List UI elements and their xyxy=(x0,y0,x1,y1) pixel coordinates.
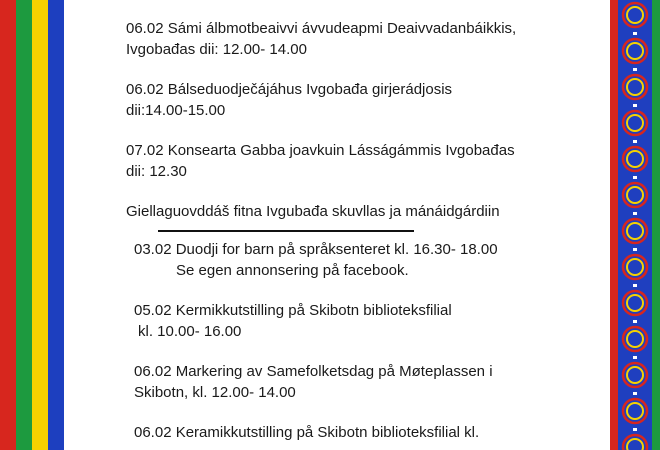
event-line: 06.02 Markering av Samefolketsdag på Møteplassen i xyxy=(134,363,493,380)
dash-ornament-icon xyxy=(633,320,637,323)
circle-ornament-icon xyxy=(627,187,643,203)
circle-ornament-icon xyxy=(627,403,643,419)
circle-ornament-icon xyxy=(627,259,643,275)
circle-ornament-icon xyxy=(627,115,643,131)
event-line: 03.02 Duodji for barn på språksenteret kl. 16.30- 18.00 xyxy=(134,241,498,258)
event-entry xyxy=(126,18,586,60)
event-line: 06.02 Sámi álbmotbeaivvi ávvudeapmi Deaivvadanbáikkis, xyxy=(126,20,517,37)
circle-ornament-icon xyxy=(627,7,643,23)
event-line: 06.02 Bálseduodječájáhus Ivgobađa girjerádjosis xyxy=(126,81,453,98)
event-line: Se egen annonsering på facebook. xyxy=(176,262,409,279)
event-line: dii: 12.30 xyxy=(126,163,187,180)
event-list xyxy=(126,18,586,450)
circle-ornament-icon xyxy=(627,79,643,95)
dash-ornament-icon xyxy=(633,212,637,215)
dash-ornament-icon xyxy=(633,140,637,143)
dash-ornament-icon xyxy=(633,32,637,35)
event-entry xyxy=(134,422,586,443)
event-line: kl. 10.00- 16.00 xyxy=(138,323,242,340)
dash-ornament-icon xyxy=(633,176,637,179)
dash-ornament-icon xyxy=(633,284,637,287)
dash-ornament-icon xyxy=(633,104,637,107)
dash-ornament-icon xyxy=(633,392,637,395)
norwegian-event-list xyxy=(126,239,586,443)
blue-stripe xyxy=(48,0,64,450)
dash-ornament-icon xyxy=(633,428,637,431)
event-line: 05.02 Kermikkutstilling på Skibotn biblioteksfilial xyxy=(134,302,452,319)
event-entry xyxy=(126,140,586,182)
event-entry xyxy=(134,239,586,281)
gakti-border-right xyxy=(610,0,660,450)
sami-event-list xyxy=(126,18,586,182)
event-entry xyxy=(134,361,586,403)
circle-ornament-icon xyxy=(627,223,643,239)
event-entry xyxy=(134,300,586,342)
yellow-stripe xyxy=(32,0,48,450)
event-line: Skibotn, kl. 12.00- 14.00 xyxy=(134,384,296,401)
event-line: 06.02 Keramikkutstilling på Skibotn biblioteksfilial kl. xyxy=(134,424,480,441)
dash-ornament-icon xyxy=(633,68,637,71)
event-line: Ivgobađas dii: 12.00- 14.00 xyxy=(126,41,307,58)
dash-ornament-icon xyxy=(633,248,637,251)
sami-flag-stripes-left xyxy=(0,0,66,450)
green-stripe xyxy=(16,0,32,450)
event-line: 07.02 Konsearta Gabba joavkuin Lásságámmis Ivgobađas xyxy=(126,142,515,159)
circle-ornament-icon xyxy=(627,295,643,311)
circle-ornament-icon xyxy=(627,43,643,59)
circle-ornament-icon xyxy=(627,367,643,383)
circle-ornament-icon xyxy=(627,331,643,347)
circle-ornament-icons xyxy=(610,0,660,450)
event-entry xyxy=(126,79,586,121)
divider-line xyxy=(158,230,414,232)
event-line: dii:14.00-15.00 xyxy=(126,102,226,119)
red-stripe xyxy=(0,0,16,450)
dash-ornament-icon xyxy=(633,356,637,359)
school-visit-note: Giellaguovddáš fitna Ivgubađa skuvllas ja mánáidgárdiin xyxy=(126,203,500,220)
circle-ornament-icon xyxy=(627,439,643,450)
circle-ornament-icon xyxy=(627,151,643,167)
